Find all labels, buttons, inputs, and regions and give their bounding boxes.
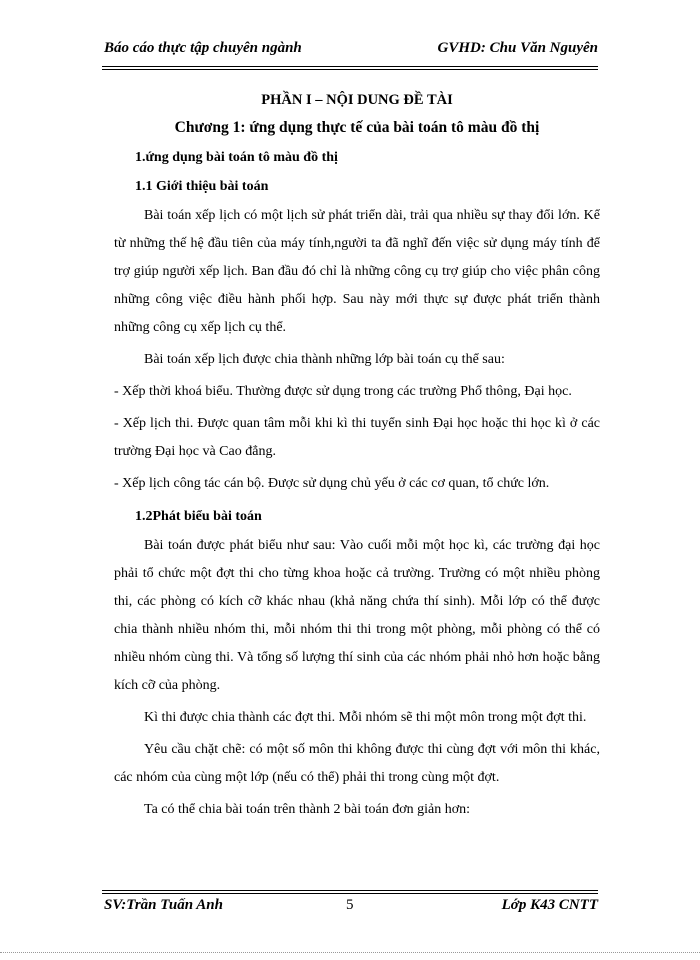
- list-item: - Xếp lịch thi. Được quan tâm mỗi khi kì thi tuyển sinh Đại học hoặc thi học kì ở các trường Đại học và Cao đẳng.: [114, 416, 600, 459]
- footer-rule-bottom: [102, 893, 598, 894]
- paragraph: Kì thi được chia thành các đợt thi. Mỗi nhóm sẽ thi một môn trong một đợt thi.: [144, 710, 587, 725]
- header-report-title: Báo cáo thực tập chuyên ngành: [104, 40, 302, 56]
- paragraph: Bài toán được phát biểu như sau: Vào cuối mỗi một học kì, các trường đại học phải tổ chức một đợt thi cho từng khoa hoặc cả trường. Trường có một nhiều phòng thi, các phòng có kích cỡ khác nhau (khả năng chứa thí sinh). Mỗi lớp có thể được chia thành nhiều nhóm thi, mỗi nhóm thi thi trong một phòng, mỗi phòng có thể có nhiều nhóm cùng thi. Và tổng số lượng thí sinh của các nhóm phải nhỏ hơn hoặc bằng kích cỡ của phòng.: [114, 538, 600, 693]
- list-item: - Xếp thời khoá biểu. Thường được sử dụng trong các trường Phổ thông, Đại học.: [114, 384, 572, 399]
- page-header: [104, 40, 598, 64]
- section-heading: 1.ứng dụng bài toán tô màu đồ thị: [135, 150, 338, 165]
- part-title: PHẦN I – NỘI DUNG ĐỀ TÀI: [261, 92, 453, 108]
- subsection-heading: 1.1 Giới thiệu bài toán: [135, 179, 269, 194]
- paragraph: Ta có thể chia bài toán trên thành 2 bài toán đơn giản hơn:: [144, 802, 471, 817]
- page-footer: [104, 897, 598, 919]
- page-body: [114, 86, 600, 824]
- list-item: - Xếp lịch công tác cán bộ. Được sử dụng chủ yếu ở các cơ quan, tổ chức lớn.: [114, 476, 550, 491]
- paragraph: Bài toán xếp lịch có một lịch sử phát triển dài, trải qua nhiều sự thay đổi lớn. Kể từ những thế hệ đầu tiên của máy tính,người ta đã nghĩ đến việc sử dụng máy tính để trợ giúp người xếp lịch. Ban đầu đó chỉ là những công cụ trợ giúp cho việc phân công những công việc điều hành phối hợp. Sau này mới thực sự được phát triển thành những công cụ xếp lịch cụ thể.: [114, 208, 600, 335]
- subsection-heading: 1.2Phát biểu bài toán: [135, 509, 262, 524]
- footer-class: Lớp K43 CNTT: [501, 897, 598, 913]
- header-rule-top: [102, 66, 598, 67]
- footer-rule-top: [102, 890, 598, 891]
- chapter-title: Chương 1: ứng dụng thực tế của bài toán tô màu đồ thị: [174, 119, 540, 136]
- paragraph: Yêu cầu chặt chẽ: có một số môn thi không được thi cùng đợt với môn thi khác, các nhóm của cùng một lớp (nếu có thể) phải thi trong cùng một đợt.: [114, 742, 600, 785]
- page-break-line: [0, 952, 700, 953]
- page-number: 5: [346, 897, 354, 913]
- header-supervisor: GVHD: Chu Văn Nguyên: [437, 40, 598, 56]
- header-rule-bottom: [102, 69, 598, 70]
- footer-student: SV:Trần Tuấn Anh: [104, 897, 223, 913]
- paragraph: Bài toán xếp lịch được chia thành những lớp bài toán cụ thể sau:: [144, 352, 505, 367]
